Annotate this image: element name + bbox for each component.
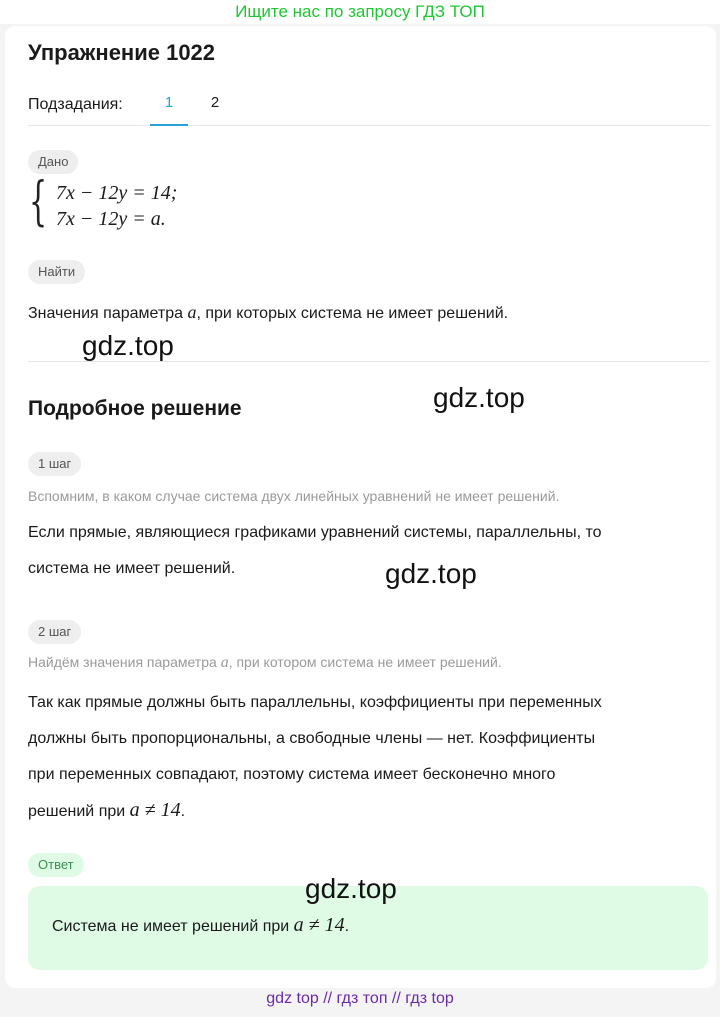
step-2-hint [28, 654, 502, 672]
step-2-line-1: Так как прямые должны быть параллельны, коэффициенты при переменных [28, 694, 602, 711]
step-1-line-1: Если прямые, являющиеся графиками уравнений системы, параллельны, то [28, 524, 602, 541]
step-2-line-3: при переменных совпадают, поэтому система имеет бесконечно много [28, 766, 556, 783]
solution-title: Подробное решение [28, 397, 242, 420]
equation-2: 7x − 12y = a. [56, 208, 166, 230]
step-2-math: a ≠ 14 [129, 799, 181, 821]
step-1-hint: Вспомним, в каком случае система двух линейных уравнений не имеет решений. [28, 488, 560, 504]
answer-text-part: . [344, 918, 350, 935]
step-2-badge: 2 шаг [28, 620, 81, 644]
find-text-part: Значения параметра [28, 305, 188, 322]
equation-system [29, 172, 229, 240]
step-2-line-4 [28, 792, 185, 830]
step-2-hint-part: Найдём значения параметра [28, 654, 221, 670]
step-1-line-2: система не имеет решений. [28, 560, 236, 577]
watermark: gdz.top [433, 382, 525, 413]
brace-icon: { [29, 172, 48, 232]
subtask-tab-1[interactable]: 1 [150, 94, 188, 126]
answer-math: a ≠ 14 [293, 914, 345, 936]
watermark: gdz.top [305, 873, 397, 904]
subtasks-bar [28, 96, 710, 126]
watermark: gdz.top [385, 558, 477, 589]
step-2-hint-part: , при котором система не имеет решений. [228, 654, 502, 670]
answer-text [52, 914, 349, 937]
answer-text-part: Система не имеет решений при [52, 918, 294, 935]
given-badge: Дано [28, 150, 78, 174]
exercise-title: Упражнение 1022 [28, 40, 216, 65]
step-2-line-2: должны быть пропорциональны, а свободные члены — нет. Коэффициенты [28, 730, 596, 747]
equation-1: 7x − 12y = 14; [56, 182, 178, 204]
step-1-badge: 1 шаг [28, 452, 81, 476]
step-2-line-4-part: . [180, 803, 186, 820]
exercise-card [5, 26, 716, 988]
find-var: a [187, 302, 197, 322]
answer-badge: Ответ [28, 853, 84, 877]
footer-links[interactable]: gdz top // гдз топ // гдз top [266, 990, 454, 1007]
step-2-line-4-part: решений при [28, 803, 130, 820]
subtask-tab-2[interactable]: 2 [210, 94, 220, 111]
step-2-hint-var: a [220, 654, 229, 671]
find-text-part: , при которых система не имеет решений. [196, 305, 509, 322]
promo-banner[interactable]: Ищите нас по запросу ГДЗ ТОП [0, 0, 720, 24]
subtasks-label: Подзадания: [28, 96, 123, 113]
find-text [28, 294, 508, 332]
watermark: gdz.top [82, 330, 174, 361]
find-badge: Найти [28, 260, 85, 284]
